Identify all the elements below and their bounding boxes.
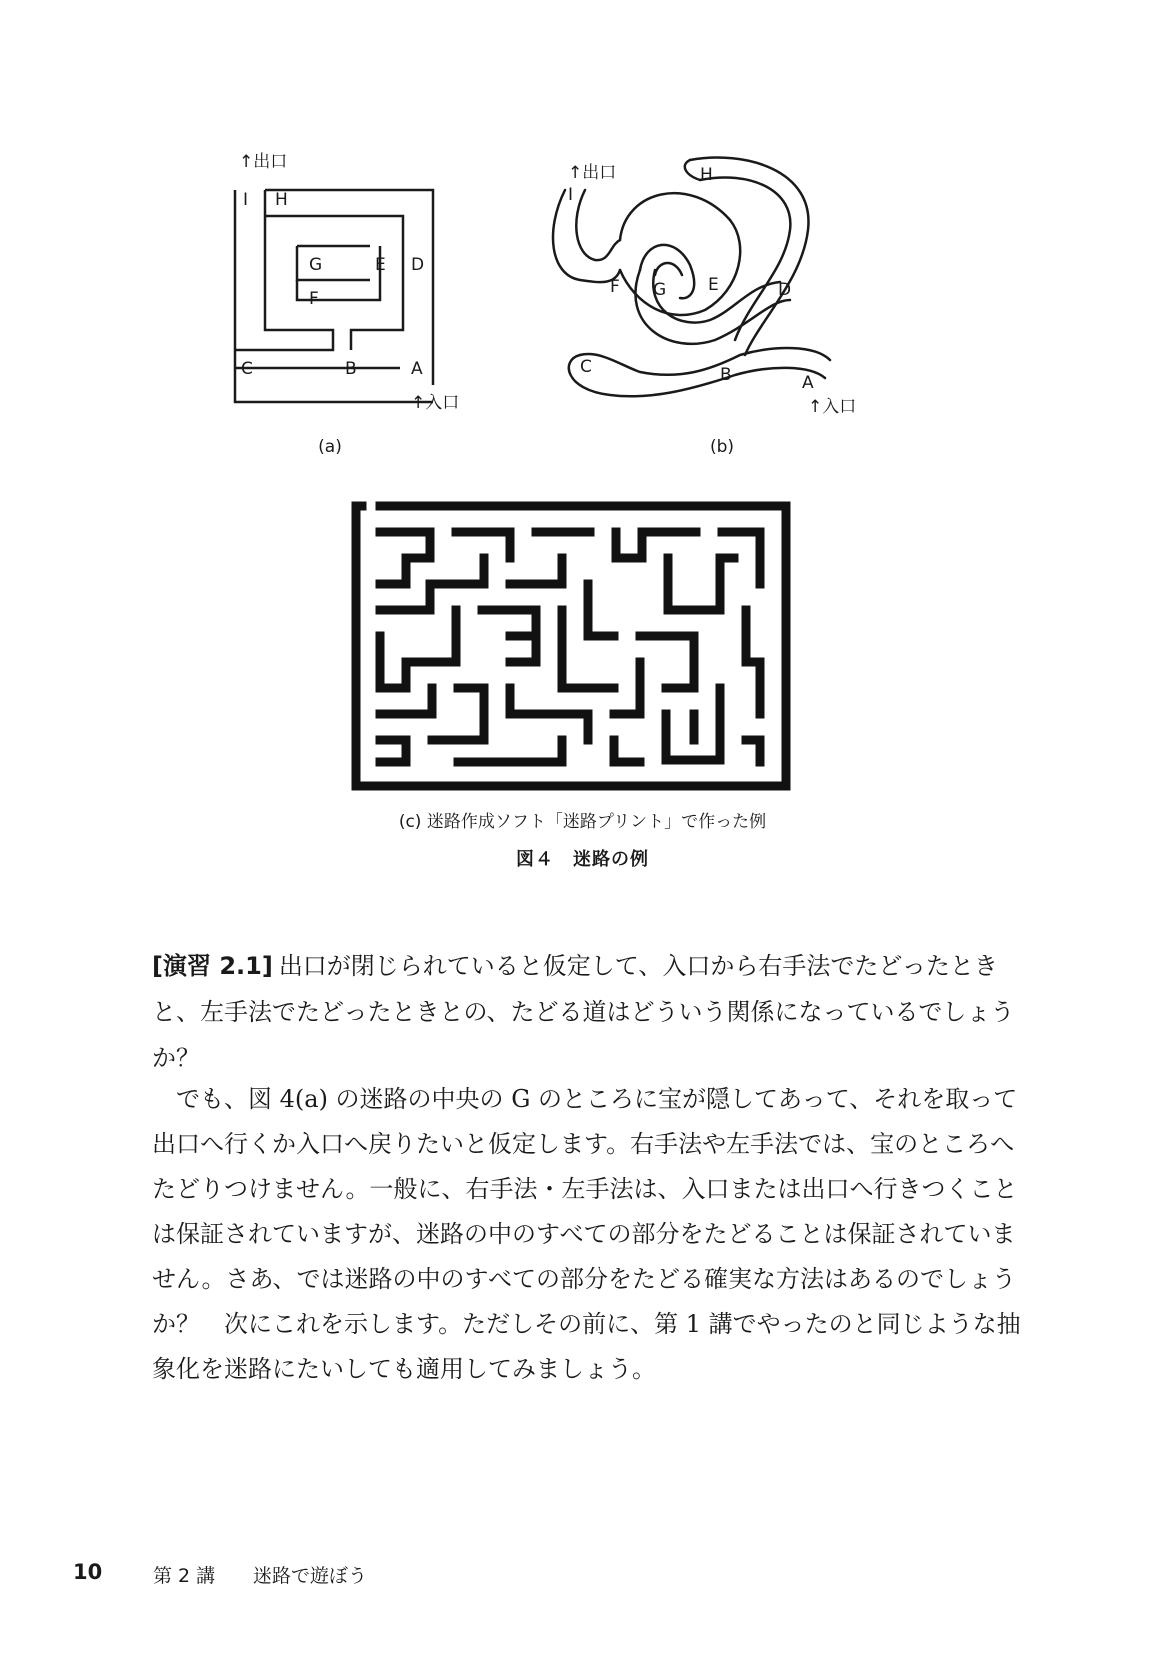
maze-b-point-E: E <box>708 275 719 295</box>
maze-a-entrance-label: ↑入口 <box>411 393 460 413</box>
maze-b-point-C: C <box>580 357 592 377</box>
maze-b-point-F: F <box>610 277 620 297</box>
maze-a-point-F: F <box>309 289 319 309</box>
maze-b-entrance-label: ↑入口 <box>808 397 857 417</box>
maze-a-exit-label: ↑出口 <box>239 152 288 172</box>
maze-b-point-B: B <box>720 365 732 385</box>
figure-title: 図４ 迷路の例 <box>516 849 649 870</box>
maze-a-point-A: A <box>411 359 423 379</box>
maze-c-diagram <box>350 500 792 792</box>
maze-b-point-G: G <box>653 280 667 300</box>
maze-a-point-D: D <box>411 255 425 275</box>
maze-a-point-C: C <box>241 359 253 379</box>
maze-a-point-G: G <box>309 255 323 275</box>
maze-b-point-H: H <box>700 165 713 185</box>
maze-a-point-H: H <box>275 190 288 210</box>
exercise-2-1 <box>152 943 1022 1081</box>
maze-a-diagram <box>225 150 485 430</box>
maze-b-diagram <box>540 150 870 435</box>
page-number: 10 <box>73 1560 103 1584</box>
chapter-title: 迷路で遊ぼう <box>253 1565 368 1587</box>
maze-a-caption: (a) <box>318 437 342 457</box>
maze-b-point-D: D <box>778 280 792 300</box>
maze-b-point-I: I <box>568 185 574 205</box>
maze-b-point-A: A <box>802 373 814 393</box>
maze-c-caption: (c) 迷路作成ソフト「迷路プリント」で作った例 <box>398 812 767 832</box>
maze-a-point-B: B <box>345 359 357 379</box>
exercise-text: 出口が閉じられていると仮定して、入口から右手法でたどったときと、左手法でたどったときとの、たどる道はどういう関係になっているでしょうか？ <box>152 952 1015 1072</box>
maze-b-caption: (b) <box>709 437 735 457</box>
maze-a-point-E: E <box>375 255 386 275</box>
exercise-label: [演習 2.1] <box>152 952 273 980</box>
chapter-label: 第 2 講 <box>153 1565 216 1587</box>
body-paragraph: でも、図 4(a) の迷路の中央の G のところに宝が隠してあって、それを取って出口へ行くか入口へ戻りたいと仮定します。右手法や左手法では、宝のところへたどりつけません。一般に、右手法・左手法は、入口または出口へ行きつくことは保証されていますが、迷路の中のすべての部分をたどることは保証されていません。さあ、では迷路の中のすべての部分をたどる確実な方法はあるのでしょうか？ 次にこれを示します。ただしその前に、第 1 講でやったのと同じような抽象化を迷路にたいしても適用してみましょう。 <box>152 1085 1021 1383</box>
maze-b-exit-label: ↑出口 <box>568 163 617 183</box>
maze-a-point-I: I <box>243 190 249 210</box>
